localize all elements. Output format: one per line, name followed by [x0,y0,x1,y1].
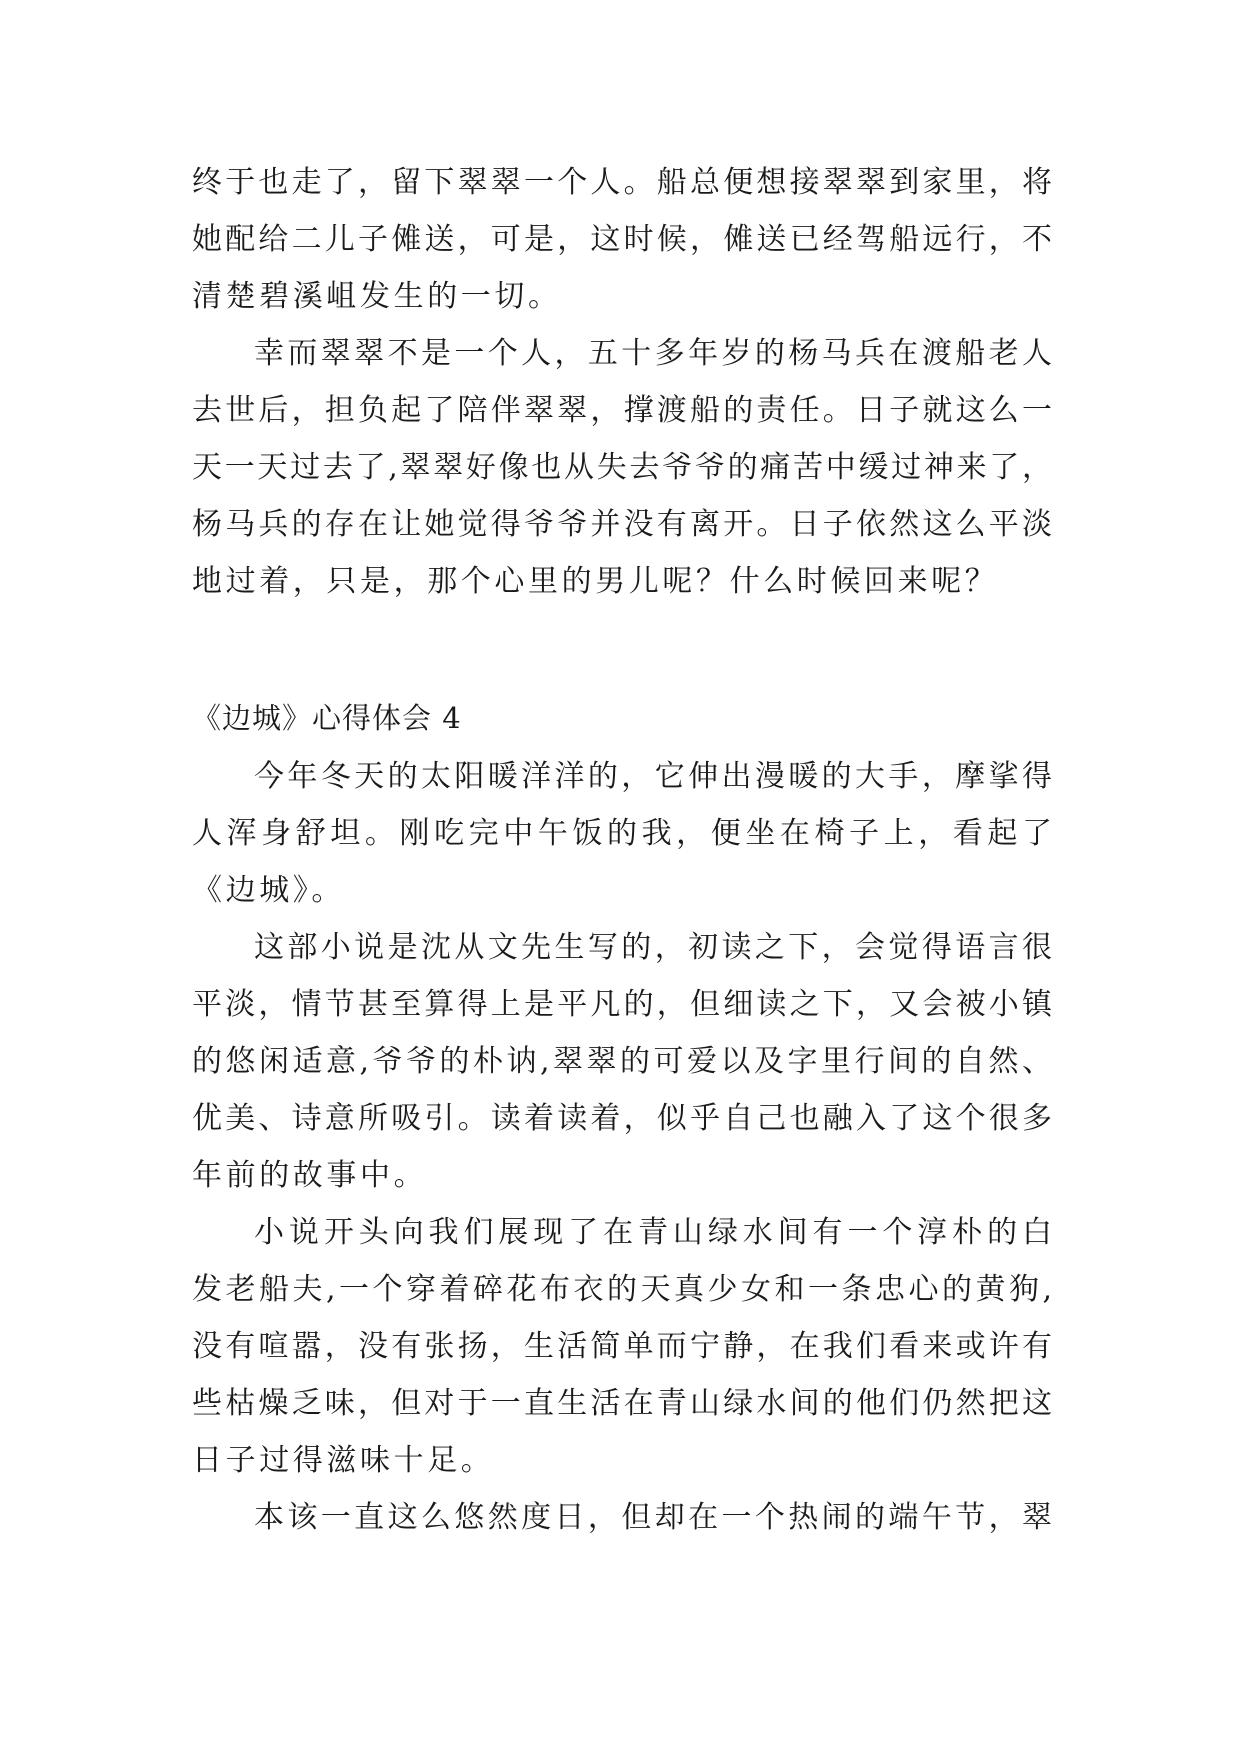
paragraph [192,1489,1052,1546]
paragraph-line: 杨马兵的存在让她觉得爷爷并没有离开。日子依然这么平淡 [192,507,1052,542]
paragraph [192,748,1052,919]
paragraph-line: 人浑身舒坦。刚吃完中午饭的我，便坐在椅子上，看起了 [192,816,1052,851]
paragraph-line: 的悠闲适意,爷爷的朴讷,翠翠的可爱以及字里行间的自然、 [192,1044,1052,1079]
paragraph-line: 没有喧嚣，没有张扬，生活简单而宁静，在我们看来或许有 [192,1329,1052,1364]
paragraph-line: 平淡，情节甚至算得上是平凡的，但细读之下，又会被小镇 [192,987,1052,1022]
paragraph-line: 《边城》。 [192,873,345,908]
paragraph-line: 地过着，只是，那个心里的男儿呢？什么时候回来呢？ [192,564,999,599]
paragraph-line: 些枯燥乏味，但对于一直生活在青山绿水间的他们仍然把这 [192,1386,1052,1421]
paragraph [192,1204,1052,1489]
paragraph-line: 清楚碧溪岨发生的一切。 [192,279,562,314]
paragraph-line: 小说开头向我们展现了在青山绿水间有一个淳朴的白 [254,1215,1052,1250]
top-section [192,154,1052,610]
paragraph [192,919,1052,1204]
bottom-section [192,748,1052,1546]
paragraph [192,154,1052,325]
paragraph-line: 幸而翠翠不是一个人，五十多年岁的杨马兵在渡船老人 [254,336,1052,371]
paragraph-line: 发老船夫,一个穿着碎花布衣的天真少女和一条忠心的黄狗, [192,1272,1052,1307]
paragraph [192,325,1052,610]
section-heading: 《边城》心得体会 4 [192,701,462,735]
paragraph-line: 日子过得滋味十足。 [192,1443,495,1478]
paragraph-line: 天一天过去了,翠翠好像也从失去爷爷的痛苦中缓过神来了， [192,450,1052,485]
paragraph-line: 今年冬天的太阳暖洋洋的，它伸出漫暖的大手，摩挲得 [254,759,1052,794]
paragraph-line: 去世后，担负起了陪伴翠翠，撑渡船的责任。日子就这么一 [192,393,1052,428]
paragraph-line: 她配给二儿子傩送，可是，这时候，傩送已经驾船远行，不 [192,222,1052,257]
paragraph-line: 年前的故事中。 [192,1158,428,1193]
paragraph-line: 这部小说是沈从文先生写的，初读之下，会觉得语言很 [254,930,1052,965]
paragraph-line: 终于也走了，留下翠翠一个人。船总便想接翠翠到家里，将 [192,165,1052,200]
paragraph-line: 优美、诗意所吸引。读着读着，似乎自己也融入了这个很多 [192,1101,1052,1136]
paragraph-line: 本该一直这么悠然度日，但却在一个热闹的端午节，翠 [254,1500,1052,1535]
